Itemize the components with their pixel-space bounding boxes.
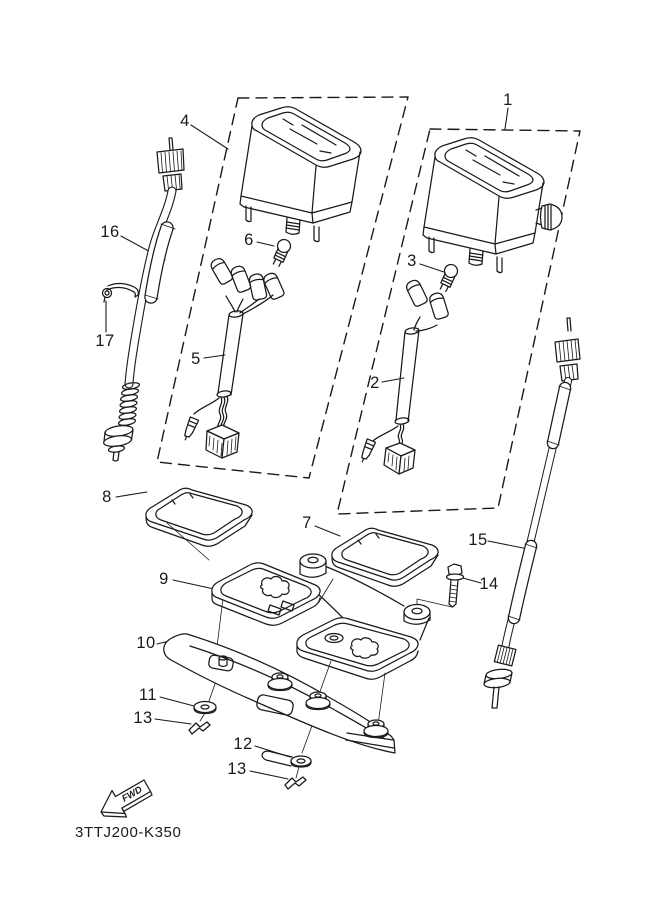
bulb-6-drawing [272, 238, 292, 268]
callout-16[interactable]: 16 [100, 222, 120, 241]
callout-15[interactable]: 15 [468, 530, 488, 549]
callout-5[interactable]: 5 [191, 349, 201, 368]
fwd-arrow [101, 780, 152, 817]
trip-knob [536, 204, 562, 230]
callout-7[interactable]: 7 [302, 513, 312, 532]
callout-17[interactable]: 17 [95, 331, 115, 350]
callout-10[interactable]: 10 [136, 633, 156, 652]
callout-9[interactable]: 9 [159, 569, 169, 588]
assembly-box-1 [337, 129, 580, 514]
bulb-3-drawing [439, 263, 459, 293]
fwd-label: FWD [120, 784, 145, 805]
callout-13-b[interactable]: 13 [227, 759, 247, 778]
clip-13a-drawing [189, 722, 210, 734]
speedometer-cable-16-drawing [103, 138, 184, 461]
callout-11[interactable]: 11 [138, 685, 158, 704]
flange-bolt-14-drawing [447, 564, 464, 607]
callout-13-a[interactable]: 13 [133, 708, 153, 727]
callout-4[interactable]: 4 [180, 111, 190, 130]
meter-unit-1-drawing [423, 138, 562, 273]
meter-damper-7-drawing [332, 528, 438, 586]
meter-unit-4-drawing [240, 107, 361, 242]
callout-6[interactable]: 6 [244, 230, 254, 249]
callout-1[interactable]: 1 [503, 90, 513, 109]
callout-3[interactable]: 3 [407, 251, 417, 270]
meter-damper-8-drawing [146, 488, 252, 546]
speedometer-cable-15-drawing [484, 318, 580, 708]
part-code: 3TTJ200-K350 [75, 824, 182, 841]
callout-14[interactable]: 14 [479, 574, 499, 593]
cable-clamp-17-drawing [103, 283, 139, 302]
washer-11-drawing [194, 702, 216, 714]
callout-12[interactable]: 12 [233, 734, 253, 753]
callout-2[interactable]: 2 [370, 373, 380, 392]
callout-8[interactable]: 8 [102, 487, 112, 506]
stay-bracket-12-drawing [262, 751, 311, 767]
